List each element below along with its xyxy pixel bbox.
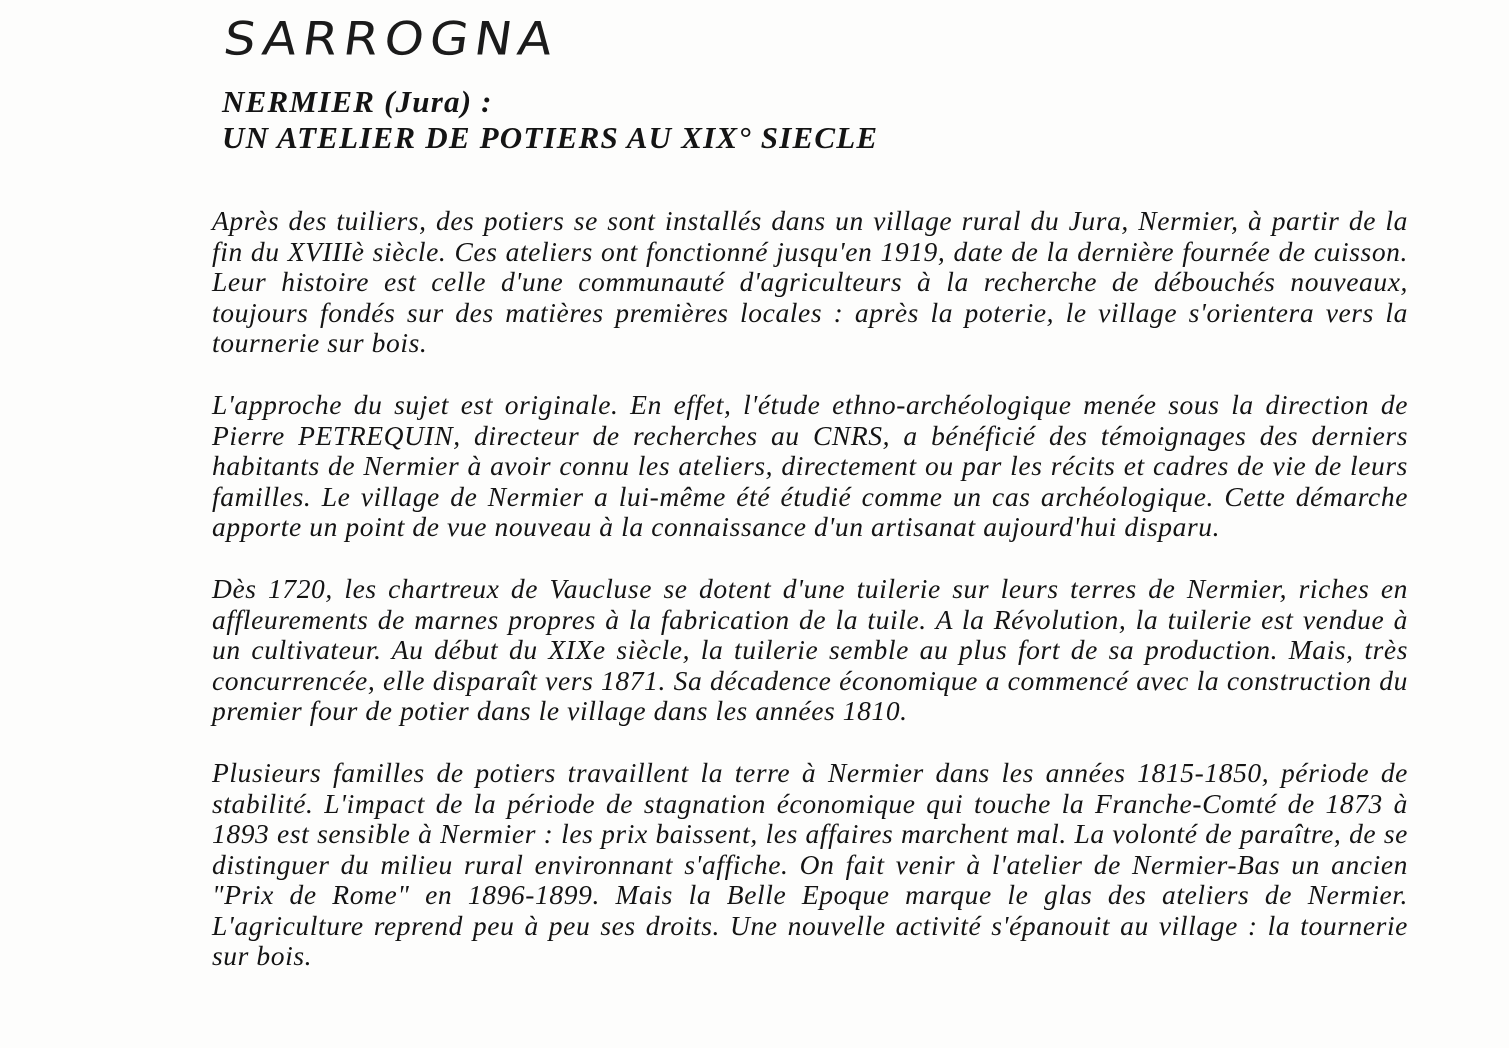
document-title bbox=[222, 84, 878, 156]
paragraph-3: Dès 1720, les chartreux de Vaucluse se dotent d'une tuilerie sur leurs terres de Nermier, riches en affleurements de marnes propres à la fabrication de la tuile. A la Révolution, la tuilerie est vendue à un cultivateur. Au début du XIXe siècle, la tuilerie semble au plus fort de sa production. Mais, très concurrencée, elle disparaît vers 1871. Sa décadence économique a commencé avec la construction du premier four de potier dans le village dans les années 1810. bbox=[212, 572, 1408, 727]
body-text bbox=[212, 206, 1408, 1003]
handwritten-annotation: SARROGNA bbox=[220, 12, 563, 66]
paragraph-2: L'approche du sujet est originale. En effet, l'étude ethno-archéologique menée sous la direction de Pierre PETREQUIN, directeur de recherches au CNRS, a bénéficié des témoignages des derniers habitants de Nermier à avoir connu les ateliers, directement ou par les récits et cadres de vie de leurs familles. Le village de Nermier a lui-même été étudié comme un cas archéologique. Cette démarche apporte un point de vue nouveau à la connaissance d'un artisanat aujourd'hui disparu. bbox=[212, 388, 1408, 543]
title-line-2: UN ATELIER DE POTIERS AU XIX° SIECLE bbox=[222, 120, 879, 155]
paragraph-1: Après des tuiliers, des potiers se sont installés dans un village rural du Jura, Nermier, à partir de la fin du XVIIIè siècle. Ces ateliers ont fonctionné jusqu'en 1919, date de la dernière fournée de cuisson. Leur histoire est celle d'une communauté d'agriculteurs à la recherche de débouchés nouveaux, toujours fondés sur des matières premières locales : après la poterie, le village s'orientera vers la tournerie sur bois. bbox=[212, 205, 1408, 359]
title-line-1: NERMIER (Jura) : bbox=[222, 84, 493, 119]
paragraph-4: Plusieurs familles de potiers travaillent la terre à Nermier dans les années 1815-1850, période de stabilité. L'impact de la période de stagnation économique qui touche la Franche-Comté de 1873 à 1893 est sensible à Nermier : les prix baissent, les affaires marchent mal. La volonté de paraître, de se distinguer du milieu rural environnant s'affiche. On fait venir à l'atelier de Nermier-Bas un ancien "Prix de Rome" en 1896-1899. Mais la Belle Epoque marque le glas des ateliers de Nermier. L'agriculture reprend peu à peu ses droits. Une nouvelle activité s'épanouit au village : la tournerie sur bois. bbox=[212, 756, 1408, 972]
